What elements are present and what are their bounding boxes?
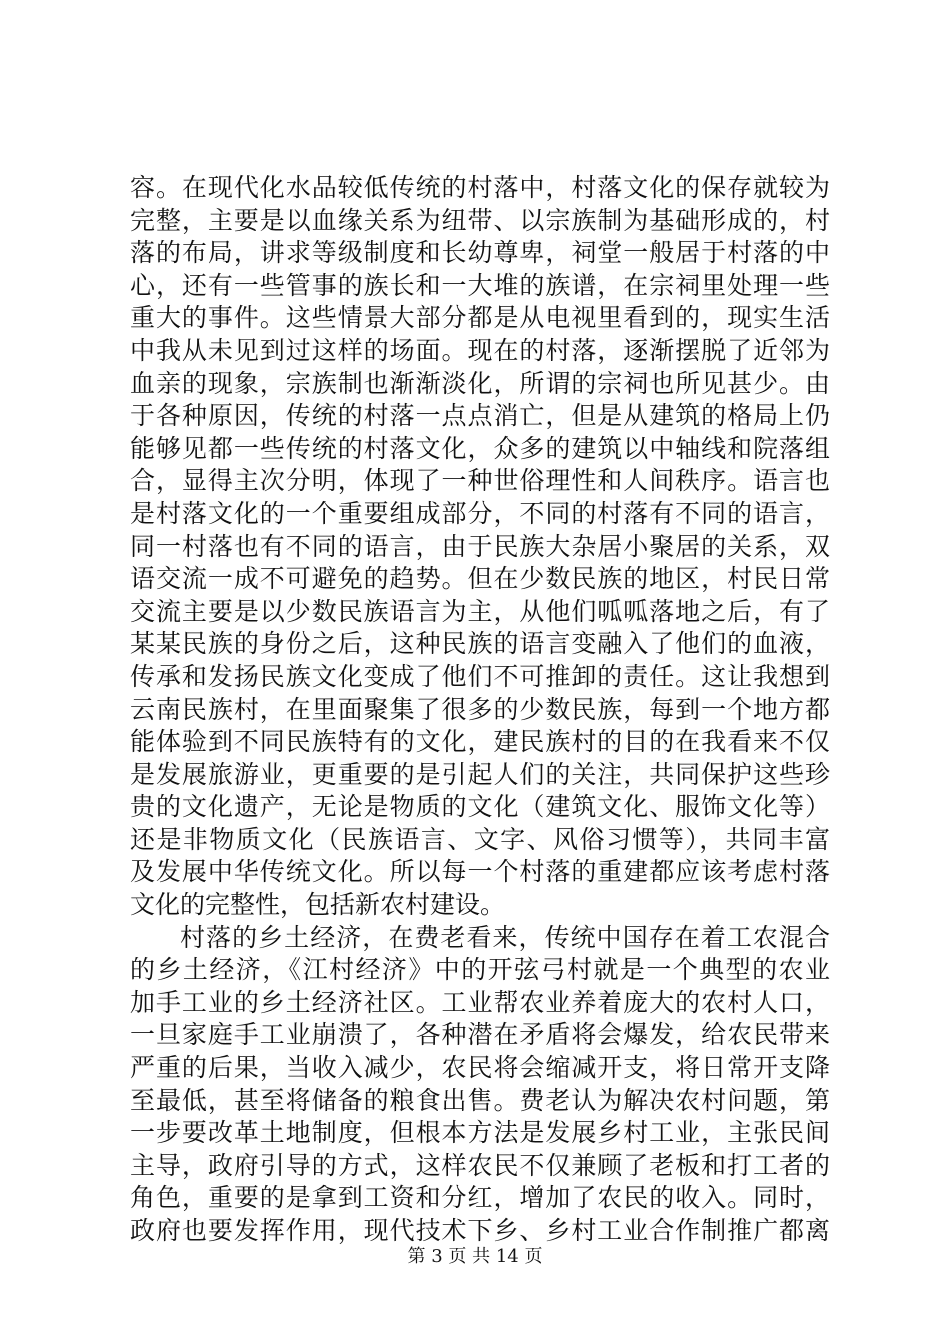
text-line: 完整，主要是以血缘关系为纽带、以宗族制为基础形成的，村	[130, 205, 830, 235]
text-line: 交流主要是以少数民族语言为主，从他们呱呱落地之后，有了	[130, 596, 830, 626]
text-line: 能够见都一些传统的村落文化，众多的建筑以中轴线和院落组	[130, 433, 830, 463]
document-body	[130, 172, 830, 1248]
text-line: 加手工业的乡土经济社区。工业帮农业养着庞大的农村人口，	[130, 987, 830, 1017]
text-line: 还是非物质文化（民族语言、文字、风俗习惯等），共同丰富	[130, 824, 830, 854]
text-line: 严重的后果，当收入减少，农民将会缩减开支，将日常开支降	[130, 1053, 830, 1083]
text-line: 某某民族的身份之后，这种民族的语言变融入了他们的血液，	[130, 629, 830, 659]
text-line: 是发展旅游业，更重要的是引起人们的关注，共同保护这些珍	[130, 759, 830, 789]
text-line: 的乡土经济，《江村经济》中的开弦弓村就是一个典型的农业	[130, 955, 830, 985]
text-line: 能体验到不同民族特有的文化，建民族村的目的在我看来不仅	[130, 727, 830, 757]
text-line: 是村落文化的一个重要组成部分，不同的村落有不同的语言，	[130, 498, 830, 528]
text-line: 贵的文化遗产，无论是物质的文化（建筑文化、服饰文化等）	[130, 792, 830, 822]
text-line: 重大的事件。这些情景大部分都是从电视里看到的，现实生活	[130, 303, 830, 333]
text-line: 云南民族村，在里面聚集了很多的少数民族，每到一个地方都	[130, 694, 830, 724]
text-line: 语交流一成不可避免的趋势。但在少数民族的地区，村民日常	[130, 564, 830, 594]
text-line: 至最低，甚至将储备的粮食出售。费老认为解决农村问题，第	[130, 1085, 830, 1115]
text-line: 一步要改革土地制度，但根本方法是发展乡村工业，主张民间	[130, 1118, 830, 1148]
text-line: 一旦家庭手工业崩溃了，各种潜在矛盾将会爆发，给农民带来	[130, 1020, 830, 1050]
text-line: 文化的完整性，包括新农村建设。	[130, 890, 506, 920]
text-line: 落的布局，讲求等级制度和长幼尊卑，祠堂一般居于村落的中	[130, 238, 830, 268]
text-line: 主导，政府引导的方式，这样农民不仅兼顾了老板和打工者的	[130, 1150, 830, 1180]
text-line: 村落的乡土经济，在费老看来，传统中国存在着工农混合	[180, 922, 830, 952]
text-line: 传承和发扬民族文化变成了他们不可推卸的责任。这让我想到	[130, 661, 830, 691]
text-line: 容。在现代化水品较低传统的村落中，村落文化的保存就较为	[130, 173, 830, 202]
page-number-footer: 第 3 页 共 14 页	[407, 1246, 543, 1267]
text-line: 政府也要发挥作用，现代技术下乡、乡村工业合作制推广都离	[130, 1216, 830, 1245]
text-line: 于各种原因，传统的村落一点点消亡，但是从建筑的格局上仍	[130, 401, 830, 431]
text-line: 及发展中华传统文化。所以每一个村落的重建都应该考虑村落	[130, 857, 830, 887]
text-line: 心，还有一些管事的族长和一大堆的族谱，在宗祠里处理一些	[130, 270, 830, 300]
text-line: 血亲的现象，宗族制也渐渐淡化，所谓的宗祠也所见甚少。由	[130, 368, 830, 398]
text-line: 合，显得主次分明，体现了一种世俗理性和人间秩序。语言也	[130, 466, 830, 496]
text-line: 角色，重要的是拿到工资和分红，增加了农民的收入。同时，	[130, 1183, 830, 1213]
text-line: 同一村落也有不同的语言，由于民族大杂居小聚居的关系，双	[130, 531, 830, 561]
text-line: 中我从未见到过这样的场面。现在的村落，逐渐摆脱了近邻为	[130, 335, 830, 365]
